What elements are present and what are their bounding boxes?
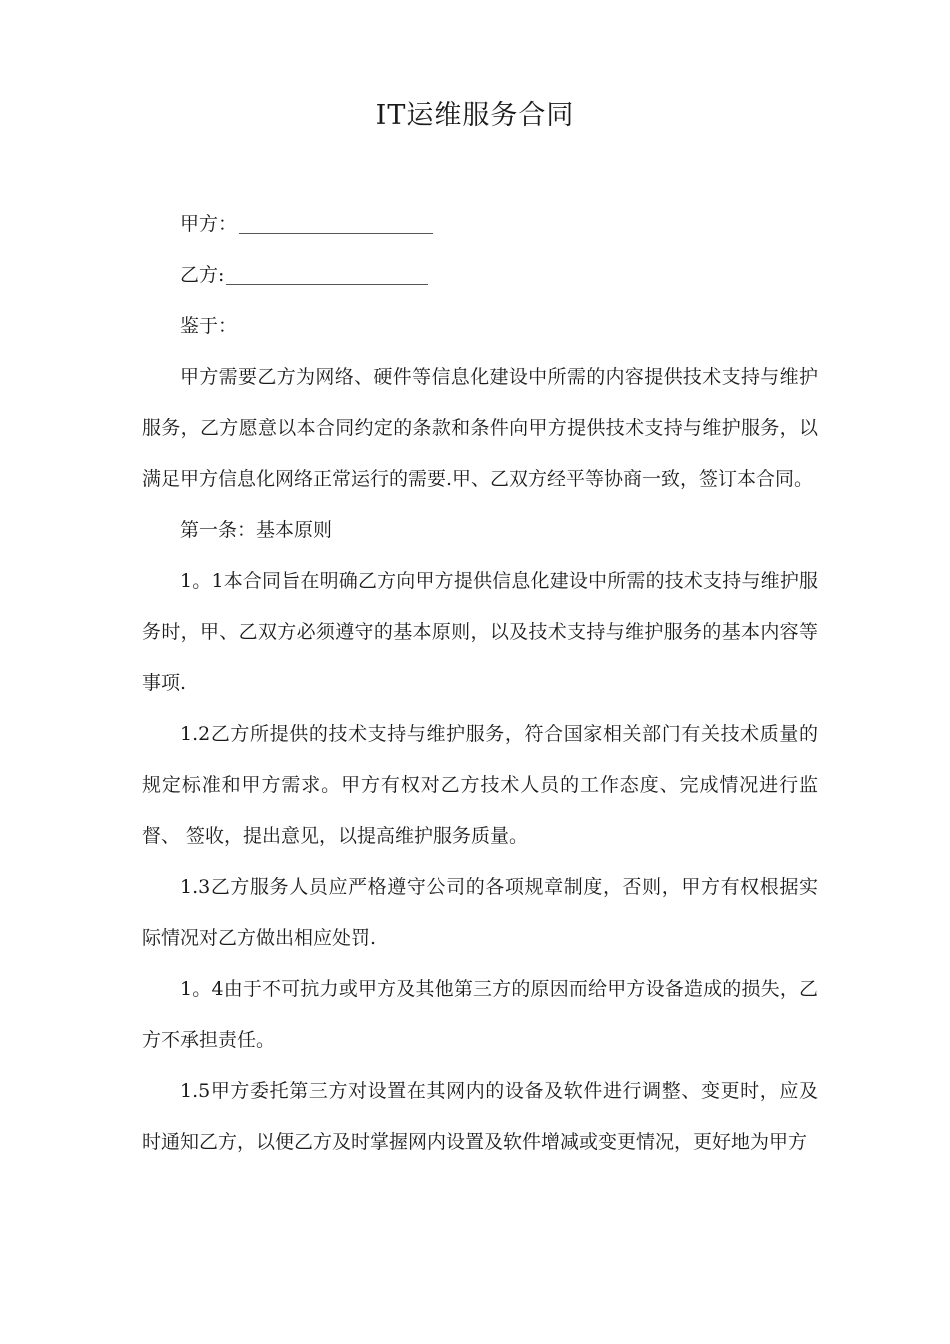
clause-1-1: 1。1本合同旨在明确乙方向甲方提供信息化建设中所需的技术支持与维护服务时，甲、乙双方必须遵守的基本原则，以及技术支持与维护服务的基本内容等事项. xyxy=(142,570,818,694)
party-b-field xyxy=(142,250,818,301)
clause-1-3: 1.3乙方服务人员应严格遵守公司的各项规章制度，否则，甲方有权根据实际情况对乙方做出相应处罚. xyxy=(142,876,818,949)
recital-paragraph: 甲方需要乙方为网络、硬件等信息化建设中所需的内容提供技术支持与维护服务，乙方愿意以本合同约定的条款和条件向甲方提供技术支持与维护服务，以满足甲方信息化网络正常运行的需要.甲、乙双方经平等协商一致，签订本合同。 xyxy=(142,366,818,490)
document-title: IT运维服务合同 xyxy=(375,100,575,131)
party-b-label: 乙方: xyxy=(180,264,225,286)
clause-1-2: 1.2乙方所提供的技术支持与维护服务，符合国家相关部门有关技术质量的规定标准和甲方需求。甲方有权对乙方技术人员的工作态度、完成情况进行监督、 签收，提出意见，以提高维护服务质量。 xyxy=(142,723,818,847)
clause-1-4: 1。4由于不可抗力或甲方及其他第三方的原因而给甲方设备造成的损失，乙方不承担责任。 xyxy=(142,978,818,1051)
party-a-blank-line xyxy=(239,213,433,234)
party-a-label: 甲方： xyxy=(180,213,238,235)
document-body xyxy=(142,199,818,1168)
whereas-heading: 鉴于： xyxy=(180,315,238,337)
party-b-blank-line xyxy=(226,264,428,285)
article-1-heading: 第一条：基本原则 xyxy=(180,519,333,541)
party-a-field xyxy=(142,199,818,250)
clause-1-5: 1.5甲方委托第三方对设置在其网内的设备及软件进行调整、变更时，应及时通知乙方，以便乙方及时掌握网内设置及软件增减或变更情况，更好地为甲方 xyxy=(142,1080,818,1153)
